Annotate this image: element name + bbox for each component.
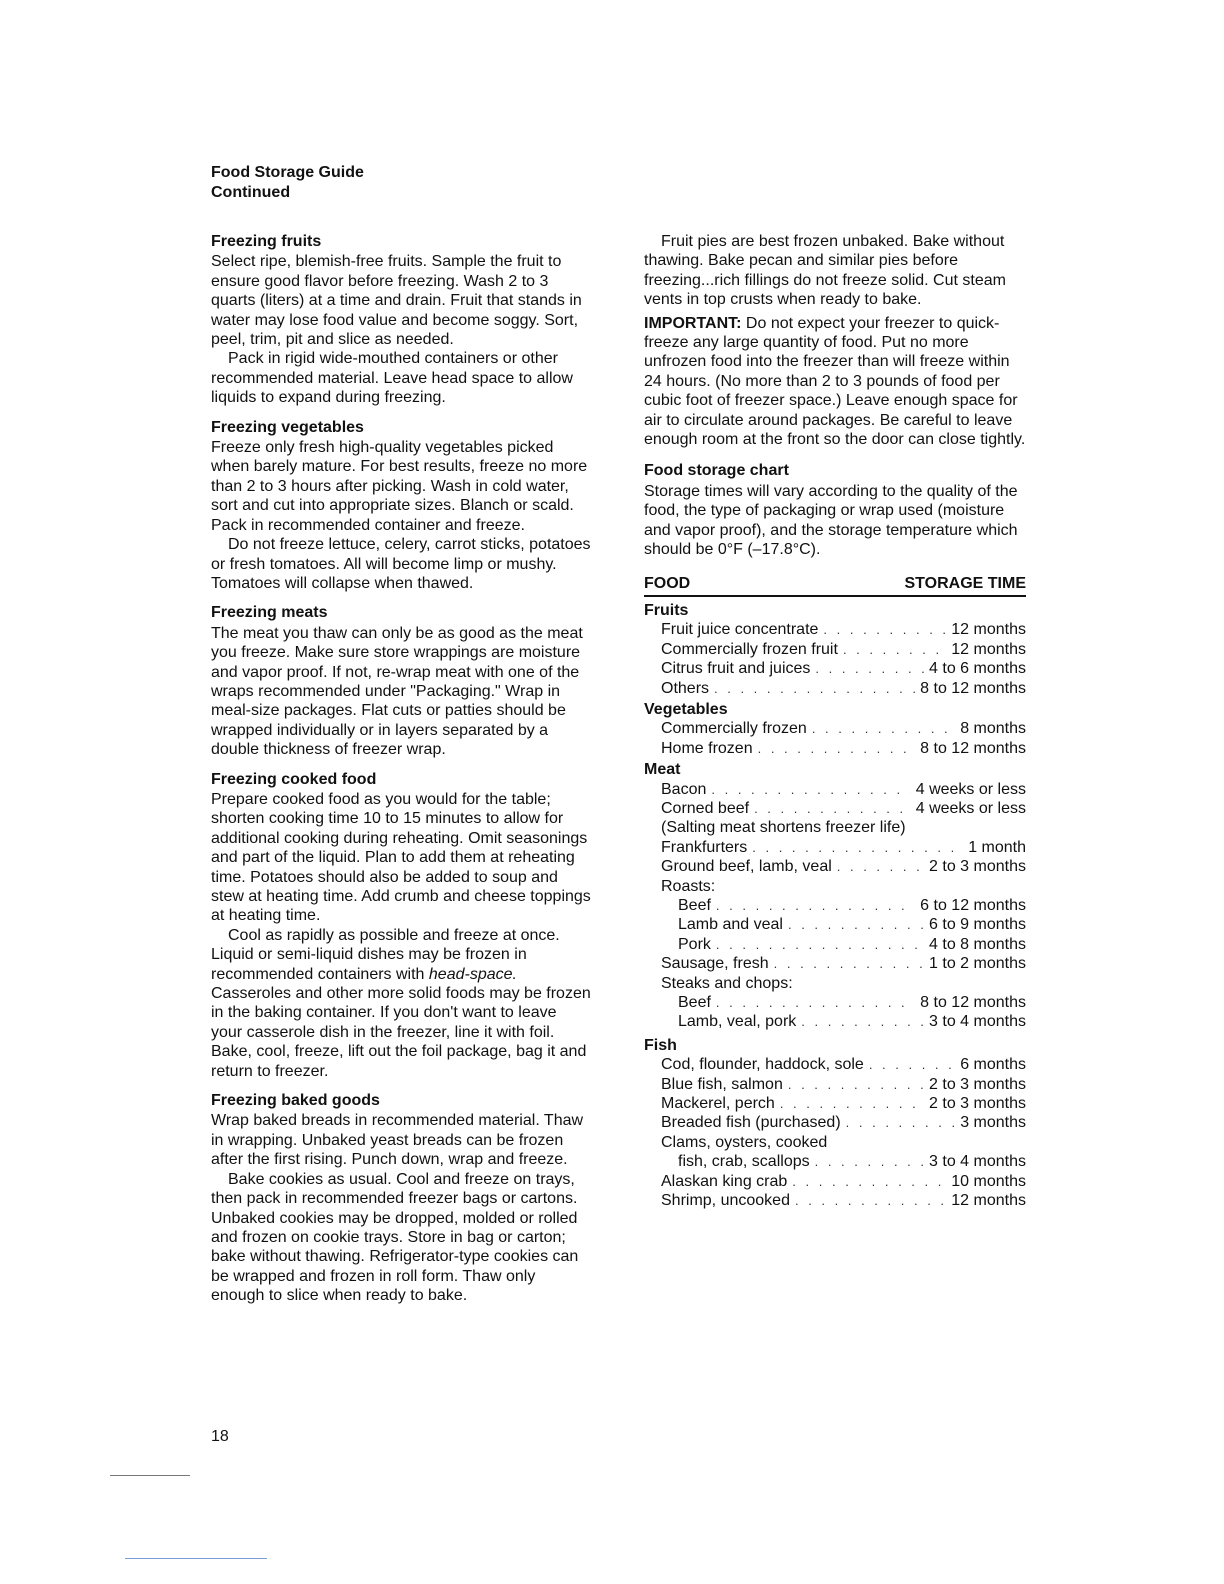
leader-dots xyxy=(812,719,955,738)
chart-row xyxy=(644,954,1026,973)
chart-row xyxy=(644,640,1026,659)
chart-row xyxy=(644,679,1026,698)
chart-intro: Storage times will vary according to the quality of the food, the type of packaging or wrap used (moisture and vapor proof), and the storage temperature which should be 0°F (–17.8°C). xyxy=(644,482,1018,559)
right-column xyxy=(644,232,1026,1211)
paragraph-important xyxy=(644,314,1026,450)
chart-row xyxy=(644,1094,1026,1113)
food-label: Shrimp, uncooked xyxy=(661,1192,790,1210)
storage-time: 2 to 3 months xyxy=(929,1095,1026,1113)
divider xyxy=(110,1475,190,1476)
food-label: Bacon xyxy=(661,780,707,798)
leader-dots xyxy=(754,799,911,818)
chart-row xyxy=(644,915,1026,934)
storage-time: 12 months xyxy=(951,1192,1026,1210)
chart-row xyxy=(644,1172,1026,1191)
chart-row xyxy=(644,659,1026,678)
leader-dots xyxy=(846,1113,956,1132)
storage-time: 8 to 12 months xyxy=(920,994,1026,1012)
section-title: Freezing baked goods xyxy=(211,1092,380,1110)
leader-dots xyxy=(795,1191,946,1210)
storage-time: 1 month xyxy=(968,838,1026,856)
chart-group-label: Clams, oysters, cooked xyxy=(661,1133,828,1151)
storage-time: 10 months xyxy=(951,1172,1026,1190)
chart-row xyxy=(644,739,1026,758)
food-label: Home frozen xyxy=(661,739,753,757)
important-text: Do not expect your freezer to quick-freeze any large quantity of food. Put no more unfrozen food into the freezer than will freeze within 24 hours. (No more than 2 to 3 pounds of food per cubic foot of freezer space.) Leave enough space for air to circulate around packages. Be careful to leave enough room at the front so the door can close tightly. xyxy=(644,314,1026,449)
section-freezing-vegetables xyxy=(211,418,591,594)
food-label: Beef xyxy=(678,994,711,1012)
paragraph: Freeze only fresh high-quality vegetables picked when barely mature. For best results, freeze no more than 2 to 3 hours after picking. Wash in cold water, sort and cut into appropriate sizes. Blanch or scald. Pack in recommended container and freeze. xyxy=(211,439,588,534)
section-title: Freezing meats xyxy=(211,604,328,622)
page-subtitle: Continued xyxy=(211,184,291,201)
category-fish: Fish xyxy=(644,1036,677,1054)
category-fruits: Fruits xyxy=(644,601,689,619)
chart-col-food: FOOD xyxy=(644,574,691,592)
leader-dots xyxy=(815,1152,924,1171)
section-freezing-meats xyxy=(211,603,591,759)
food-label: Breaded fish (purchased) xyxy=(661,1114,841,1132)
food-label: Alaskan king crab xyxy=(661,1172,788,1190)
leader-dots xyxy=(752,838,963,857)
leader-dots xyxy=(774,954,924,973)
paragraph: The meat you thaw can only be as good as the meat you freeze. Make sure store wrappings are moisture and vapor proof. If not, re-wrap meat with one of the wraps recommended under "Packaging." Wrap in meal-size packages. Flat cuts or patties should be wrapped individually or in layers separated by a double thickness of freezer wrap. xyxy=(211,624,583,759)
food-label: Commercially frozen xyxy=(661,720,807,738)
chart-row xyxy=(644,1191,1026,1210)
food-label: Lamb and veal xyxy=(678,916,783,934)
leader-dots xyxy=(788,1075,924,1094)
chart-row xyxy=(644,1055,1026,1074)
paragraph-fruit-pies: Fruit pies are best frozen unbaked. Bake without thawing. Bake pecan and similar pies before freezing...rich fillings do not freeze solid. Cut steam vents in top crusts when ready to bake. xyxy=(644,233,1006,309)
chart-row xyxy=(644,896,1026,915)
food-label: Ground beef, lamb, veal xyxy=(661,858,832,876)
leader-dots xyxy=(869,1055,955,1074)
section-title: Freezing fruits xyxy=(211,233,322,250)
chart-row xyxy=(644,1113,1026,1132)
chart-group-label: Steaks and chops: xyxy=(661,974,793,992)
leader-dots xyxy=(716,993,915,1012)
section-freezing-baked-goods xyxy=(211,1091,591,1305)
text-run: Casseroles and other more solid foods may be frozen in the baking container. If you don't want to leave your casserole dish in the freezer, line it with foil. Bake, cool, freeze, lift out the foil package, bag it and return to freezer. xyxy=(211,985,591,1080)
leader-dots xyxy=(711,780,910,799)
leader-dots xyxy=(780,1094,924,1113)
paragraph: Pack in rigid wide-mouthed containers or other recommended material. Leave head space to allow liquids to expand during freezing. xyxy=(211,350,573,407)
storage-time: 6 months xyxy=(960,1056,1026,1074)
food-label: Beef xyxy=(678,897,711,914)
chart-title: Food storage chart xyxy=(644,462,789,480)
paragraph: Do not freeze lettuce, celery, carrot sticks, potatoes or fresh tomatoes. All will become limp or mushy. Tomatoes will collapse when thawed. xyxy=(211,536,591,592)
storage-time: 2 to 3 months xyxy=(929,858,1026,876)
important-label: IMPORTANT: xyxy=(644,314,742,332)
divider xyxy=(125,1558,267,1559)
storage-time: 3 to 4 months xyxy=(929,1013,1026,1031)
food-label: Citrus fruit and juices xyxy=(661,660,811,678)
chart-row xyxy=(644,935,1026,954)
chart-row xyxy=(644,1012,1026,1031)
food-label: Mackerel, perch xyxy=(661,1095,775,1113)
storage-time: 6 to 12 months xyxy=(920,897,1026,914)
chart-header xyxy=(644,574,1026,597)
storage-time: 8 to 12 months xyxy=(920,679,1026,697)
storage-time: 3 to 4 months xyxy=(929,1153,1026,1171)
chart-row xyxy=(644,620,1026,639)
leader-dots xyxy=(716,896,915,915)
food-label: Fruit juice concentrate xyxy=(661,621,819,639)
chart-row xyxy=(644,838,1026,857)
chart-row xyxy=(644,719,1026,738)
paragraph: Select ripe, blemish-free fruits. Sample the fruit to ensure good flavor before freezing. Wash 2 to 3 quarts (liters) at a time and drain. Fruit that stands in water may lose food value and become soggy. Sort, peel, trim, pit and slice as needed. xyxy=(211,253,582,349)
storage-time: 4 weeks or less xyxy=(915,799,1026,817)
leader-dots xyxy=(758,739,916,758)
food-label: fish, crab, scallops xyxy=(678,1153,810,1171)
chart-row xyxy=(644,857,1026,876)
leader-dots xyxy=(815,659,924,678)
food-label: Cod, flounder, haddock, sole xyxy=(661,1056,864,1074)
food-label: Others xyxy=(661,679,710,697)
paragraph: Bake cookies as usual. Cool and freeze on trays, then pack in recommended freezer bags or cartons. Unbaked cookies may be dropped, molded or rolled and frozen on cookie trays. Store in bag or carton; bake without thawing. Refrigerator-type cookies can be wrapped and frozen in roll form. Thaw only enough to slice when ready to bake. xyxy=(211,1170,579,1305)
text-run: Cool as rapidly as possible and freeze at once. Liquid or semi-liquid dishes may be frozen in recommended containers with xyxy=(211,926,560,983)
leader-dots xyxy=(823,620,946,639)
chart-group-label: Roasts: xyxy=(661,877,716,895)
food-label: Sausage, fresh xyxy=(661,955,769,973)
chart-row xyxy=(644,1152,1026,1171)
storage-time: 12 months xyxy=(951,621,1026,639)
emphasis-text: head-space. xyxy=(428,965,517,983)
storage-time: 4 to 6 months xyxy=(929,660,1026,678)
chart-row xyxy=(644,799,1026,818)
storage-time: 2 to 3 months xyxy=(929,1075,1026,1093)
storage-time: 4 weeks or less xyxy=(915,780,1026,798)
page-number: 18 xyxy=(211,1428,229,1445)
food-label: Frankfurters xyxy=(661,838,748,856)
chart-row xyxy=(644,993,1026,1012)
paragraph xyxy=(211,926,591,1081)
paragraph: Wrap baked breads in recommended material. Thaw in wrapping. Unbaked yeast breads can be frozen after the first rising. Punch down, wrap and freeze. xyxy=(211,1112,584,1169)
chart-row xyxy=(644,780,1026,799)
leader-dots xyxy=(714,679,915,698)
paragraph: Prepare cooked food as you would for the table; shorten cooking time 10 to 15 minutes to allow for additional cooking during reheating. Omit seasonings and part of the liquid. Plan to add them at reheating time. Potatoes should also be added to soup and stew at heating time. Add crumb and cheese toppings at heating time. xyxy=(211,790,591,925)
page-title: Food Storage Guide xyxy=(211,164,364,181)
leader-dots xyxy=(837,857,924,876)
storage-time: 8 months xyxy=(960,720,1026,738)
food-label: Pork xyxy=(678,935,711,953)
chart-note: (Salting meat shortens freezer life) xyxy=(661,819,906,837)
chart-row xyxy=(644,1075,1026,1094)
food-label: Lamb, veal, pork xyxy=(678,1013,797,1031)
section-freezing-fruits xyxy=(211,232,591,408)
leader-dots xyxy=(843,640,946,659)
food-label: Commercially frozen fruit xyxy=(661,640,838,658)
storage-time: 12 months xyxy=(951,640,1026,658)
storage-time: 3 months xyxy=(960,1114,1026,1132)
food-label: Corned beef xyxy=(661,799,750,817)
section-title: Freezing cooked food xyxy=(211,770,377,788)
leader-dots xyxy=(801,1012,924,1031)
leader-dots xyxy=(788,915,924,934)
category-vegetables: Vegetables xyxy=(644,700,728,718)
section-title: Freezing vegetables xyxy=(211,418,364,436)
leader-dots xyxy=(716,935,924,954)
section-freezing-cooked-food xyxy=(211,770,591,1082)
storage-time: 8 to 12 months xyxy=(920,739,1026,757)
food-label: Blue fish, salmon xyxy=(661,1075,783,1093)
storage-time: 4 to 8 months xyxy=(929,935,1026,953)
leader-dots xyxy=(792,1172,946,1191)
storage-time: 6 to 9 months xyxy=(929,916,1026,934)
left-column xyxy=(211,232,591,1316)
category-meat: Meat xyxy=(644,761,681,779)
page-header xyxy=(211,163,364,203)
storage-time: 1 to 2 months xyxy=(929,955,1026,973)
chart-col-storage-time: STORAGE TIME xyxy=(904,574,1026,592)
